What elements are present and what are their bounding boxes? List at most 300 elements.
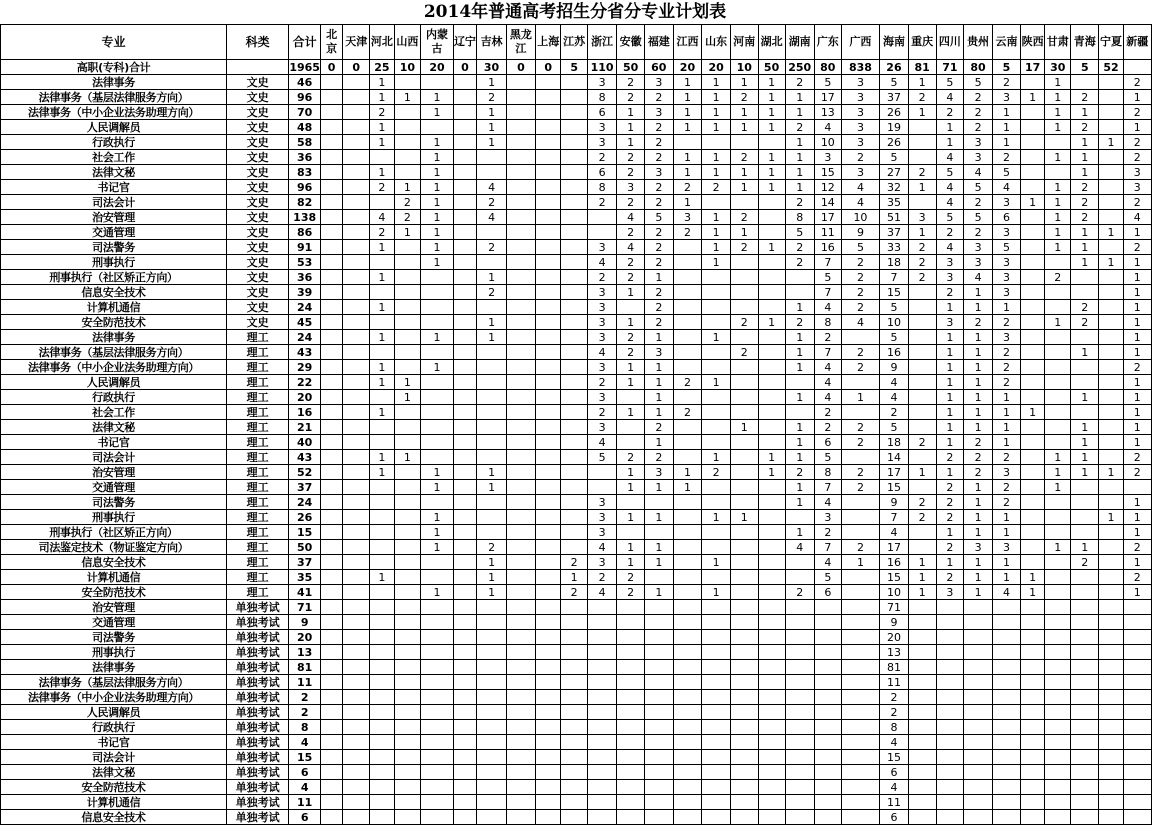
province-value-cell: 3 bbox=[587, 525, 616, 540]
summary-value: 60 bbox=[645, 60, 674, 75]
province-value-cell: 2 bbox=[587, 405, 616, 420]
province-value-cell bbox=[1123, 810, 1151, 825]
major-cell: 信息安全技术 bbox=[1, 810, 227, 825]
province-value-cell: 1 bbox=[673, 75, 702, 90]
province-value-cell bbox=[1045, 675, 1071, 690]
province-value-cell: 1 bbox=[1045, 225, 1071, 240]
province-value-cell: 1 bbox=[964, 570, 993, 585]
province-value-cell bbox=[535, 135, 561, 150]
province-value-cell: 1 bbox=[370, 465, 394, 480]
province-value-cell bbox=[370, 480, 394, 495]
total-cell: 8 bbox=[289, 720, 321, 735]
province-value-cell: 5 bbox=[880, 330, 909, 345]
province-value-cell bbox=[477, 675, 507, 690]
province-value-cell bbox=[321, 255, 343, 270]
table-row bbox=[1, 630, 1152, 645]
province-value-cell: 1 bbox=[758, 75, 785, 90]
province-value-cell: 3 bbox=[841, 105, 879, 120]
province-value-cell bbox=[785, 405, 814, 420]
province-value-cell: 2 bbox=[936, 450, 964, 465]
province-value-cell bbox=[1021, 675, 1045, 690]
province-value-cell: 1 bbox=[758, 105, 785, 120]
province-value-cell: 1 bbox=[702, 90, 731, 105]
province-value-cell bbox=[908, 600, 936, 615]
province-value-cell bbox=[758, 300, 785, 315]
table-row bbox=[1, 330, 1152, 345]
province-value-cell: 1 bbox=[370, 300, 394, 315]
province-value-cell: 5 bbox=[880, 300, 909, 315]
table-row bbox=[1, 390, 1152, 405]
province-value-cell bbox=[673, 345, 702, 360]
province-value-cell bbox=[1021, 165, 1045, 180]
province-value-cell: 1 bbox=[1123, 525, 1151, 540]
province-value-cell: 2 bbox=[992, 360, 1020, 375]
province-value-cell bbox=[908, 780, 936, 795]
province-value-cell bbox=[453, 360, 477, 375]
province-value-cell bbox=[343, 120, 370, 135]
province-value-cell bbox=[370, 255, 394, 270]
province-value-cell bbox=[1045, 795, 1071, 810]
province-value-cell bbox=[841, 600, 879, 615]
province-value-cell bbox=[785, 780, 814, 795]
total-cell: 24 bbox=[289, 330, 321, 345]
province-value-cell bbox=[506, 315, 535, 330]
province-value-cell bbox=[730, 720, 758, 735]
province-value-cell bbox=[1071, 690, 1099, 705]
header-province: 天津 bbox=[343, 25, 370, 60]
province-value-cell: 1 bbox=[1045, 120, 1071, 135]
province-value-cell bbox=[964, 645, 993, 660]
province-value-cell: 1 bbox=[908, 570, 936, 585]
province-value-cell: 1 bbox=[992, 135, 1020, 150]
province-value-cell bbox=[814, 765, 841, 780]
province-value-cell bbox=[421, 600, 453, 615]
province-value-cell bbox=[1099, 540, 1123, 555]
province-value-cell: 9 bbox=[880, 615, 909, 630]
province-value-cell bbox=[535, 120, 561, 135]
province-value-cell: 14 bbox=[880, 450, 909, 465]
province-value-cell: 1 bbox=[370, 330, 394, 345]
province-value-cell bbox=[477, 615, 507, 630]
table-row bbox=[1, 705, 1152, 720]
province-value-cell bbox=[645, 780, 674, 795]
province-value-cell: 2 bbox=[730, 210, 758, 225]
province-value-cell bbox=[561, 810, 587, 825]
category-cell: 理工 bbox=[227, 450, 289, 465]
province-value-cell bbox=[1071, 495, 1099, 510]
province-value-cell bbox=[343, 690, 370, 705]
province-value-cell bbox=[506, 300, 535, 315]
province-value-cell bbox=[477, 765, 507, 780]
province-value-cell: 2 bbox=[645, 135, 674, 150]
province-value-cell bbox=[535, 375, 561, 390]
province-value-cell: 1 bbox=[785, 390, 814, 405]
province-value-cell bbox=[758, 540, 785, 555]
province-value-cell bbox=[321, 510, 343, 525]
province-value-cell bbox=[702, 435, 731, 450]
province-value-cell: 2 bbox=[477, 285, 507, 300]
province-value-cell bbox=[758, 480, 785, 495]
province-value-cell bbox=[908, 540, 936, 555]
province-value-cell bbox=[370, 615, 394, 630]
province-value-cell bbox=[702, 420, 731, 435]
province-value-cell: 37 bbox=[880, 90, 909, 105]
province-value-cell: 1 bbox=[785, 360, 814, 375]
province-value-cell: 1 bbox=[758, 465, 785, 480]
header-province: 湖北 bbox=[758, 25, 785, 60]
province-value-cell: 1 bbox=[785, 135, 814, 150]
major-cell: 治安管理 bbox=[1, 600, 227, 615]
province-value-cell: 2 bbox=[964, 435, 993, 450]
province-value-cell bbox=[561, 615, 587, 630]
province-value-cell bbox=[702, 615, 731, 630]
province-value-cell bbox=[535, 675, 561, 690]
province-value-cell bbox=[1045, 780, 1071, 795]
province-value-cell bbox=[477, 150, 507, 165]
province-value-cell: 2 bbox=[992, 495, 1020, 510]
province-value-cell bbox=[477, 420, 507, 435]
province-value-cell: 1 bbox=[673, 480, 702, 495]
province-value-cell bbox=[758, 585, 785, 600]
province-value-cell bbox=[1099, 705, 1123, 720]
province-value-cell: 6 bbox=[587, 105, 616, 120]
province-value-cell: 1 bbox=[730, 105, 758, 120]
province-value-cell bbox=[1099, 645, 1123, 660]
province-value-cell bbox=[992, 660, 1020, 675]
province-value-cell bbox=[1099, 525, 1123, 540]
province-value-cell bbox=[758, 600, 785, 615]
province-value-cell: 4 bbox=[936, 240, 964, 255]
province-value-cell bbox=[673, 705, 702, 720]
province-value-cell bbox=[1021, 375, 1045, 390]
province-value-cell: 3 bbox=[992, 285, 1020, 300]
province-value-cell bbox=[394, 285, 421, 300]
province-value-cell bbox=[506, 615, 535, 630]
province-value-cell bbox=[908, 285, 936, 300]
province-value-cell bbox=[343, 480, 370, 495]
province-value-cell bbox=[394, 420, 421, 435]
total-cell: 70 bbox=[289, 105, 321, 120]
province-value-cell bbox=[535, 750, 561, 765]
province-value-cell bbox=[908, 405, 936, 420]
header-province: 新疆 bbox=[1123, 25, 1151, 60]
province-value-cell: 2 bbox=[785, 240, 814, 255]
province-value-cell: 1 bbox=[785, 345, 814, 360]
province-value-cell: 4 bbox=[936, 90, 964, 105]
province-value-cell: 5 bbox=[964, 210, 993, 225]
province-value-cell bbox=[506, 270, 535, 285]
total-cell: 9 bbox=[289, 615, 321, 630]
province-value-cell bbox=[673, 645, 702, 660]
province-value-cell: 1 bbox=[370, 75, 394, 90]
province-value-cell: 11 bbox=[814, 225, 841, 240]
province-value-cell: 1 bbox=[394, 180, 421, 195]
table-row bbox=[1, 765, 1152, 780]
province-value-cell bbox=[617, 390, 645, 405]
province-value-cell bbox=[841, 450, 879, 465]
province-value-cell: 1 bbox=[1123, 255, 1151, 270]
province-value-cell: 2 bbox=[617, 255, 645, 270]
province-value-cell: 1 bbox=[936, 330, 964, 345]
province-value-cell: 3 bbox=[992, 195, 1020, 210]
total-cell: 37 bbox=[289, 480, 321, 495]
province-value-cell: 2 bbox=[1071, 180, 1099, 195]
province-value-cell bbox=[1045, 660, 1071, 675]
province-value-cell: 13 bbox=[814, 105, 841, 120]
province-value-cell bbox=[702, 195, 731, 210]
table-row bbox=[1, 780, 1152, 795]
province-value-cell: 1 bbox=[421, 510, 453, 525]
province-value-cell bbox=[321, 720, 343, 735]
category-cell: 单独考试 bbox=[227, 630, 289, 645]
province-value-cell bbox=[617, 525, 645, 540]
province-value-cell bbox=[561, 375, 587, 390]
table-row bbox=[1, 720, 1152, 735]
province-value-cell bbox=[730, 600, 758, 615]
major-cell: 刑事执行 bbox=[1, 510, 227, 525]
province-value-cell bbox=[506, 180, 535, 195]
province-value-cell bbox=[321, 675, 343, 690]
province-value-cell bbox=[477, 795, 507, 810]
province-value-cell bbox=[1045, 405, 1071, 420]
province-value-cell bbox=[453, 735, 477, 750]
total-cell: 45 bbox=[289, 315, 321, 330]
province-value-cell: 3 bbox=[936, 270, 964, 285]
province-value-cell: 1 bbox=[1123, 495, 1151, 510]
province-value-cell bbox=[841, 615, 879, 630]
summary-value: 20 bbox=[673, 60, 702, 75]
province-value-cell bbox=[453, 465, 477, 480]
category-cell: 文史 bbox=[227, 105, 289, 120]
province-value-cell bbox=[841, 375, 879, 390]
province-value-cell bbox=[561, 675, 587, 690]
province-value-cell bbox=[730, 630, 758, 645]
province-value-cell: 6 bbox=[587, 165, 616, 180]
category-cell: 理工 bbox=[227, 405, 289, 420]
province-value-cell bbox=[964, 765, 993, 780]
province-value-cell bbox=[343, 330, 370, 345]
total-cell: 11 bbox=[289, 795, 321, 810]
category-cell: 单独考试 bbox=[227, 720, 289, 735]
province-value-cell bbox=[1099, 90, 1123, 105]
province-value-cell: 1 bbox=[1099, 510, 1123, 525]
province-value-cell bbox=[535, 480, 561, 495]
province-value-cell: 1 bbox=[1045, 150, 1071, 165]
province-value-cell bbox=[673, 315, 702, 330]
province-value-cell bbox=[453, 435, 477, 450]
province-value-cell: 6 bbox=[880, 810, 909, 825]
province-value-cell: 15 bbox=[814, 165, 841, 180]
table-row bbox=[1, 90, 1152, 105]
table-row bbox=[1, 150, 1152, 165]
province-value-cell bbox=[936, 735, 964, 750]
province-value-cell: 4 bbox=[936, 195, 964, 210]
province-value-cell bbox=[453, 495, 477, 510]
province-value-cell: 1 bbox=[1123, 375, 1151, 390]
province-value-cell bbox=[1099, 495, 1123, 510]
category-cell: 文史 bbox=[227, 240, 289, 255]
province-value-cell bbox=[561, 225, 587, 240]
province-value-cell bbox=[617, 645, 645, 660]
province-value-cell: 1 bbox=[964, 375, 993, 390]
province-value-cell bbox=[561, 465, 587, 480]
table-row bbox=[1, 315, 1152, 330]
province-value-cell: 2 bbox=[370, 180, 394, 195]
table-row bbox=[1, 495, 1152, 510]
province-value-cell bbox=[992, 750, 1020, 765]
province-value-cell bbox=[1071, 480, 1099, 495]
province-value-cell bbox=[1123, 645, 1151, 660]
province-value-cell bbox=[561, 390, 587, 405]
province-value-cell bbox=[535, 270, 561, 285]
province-value-cell: 4 bbox=[936, 150, 964, 165]
province-value-cell bbox=[785, 285, 814, 300]
province-value-cell bbox=[785, 615, 814, 630]
province-value-cell bbox=[535, 105, 561, 120]
province-value-cell bbox=[1099, 795, 1123, 810]
province-value-cell: 2 bbox=[1071, 210, 1099, 225]
province-value-cell bbox=[394, 795, 421, 810]
province-value-cell bbox=[1071, 360, 1099, 375]
province-value-cell: 8 bbox=[814, 465, 841, 480]
province-value-cell: 1 bbox=[1123, 300, 1151, 315]
province-value-cell bbox=[617, 660, 645, 675]
major-cell: 计算机通信 bbox=[1, 795, 227, 810]
category-cell: 单独考试 bbox=[227, 675, 289, 690]
header-province: 青海 bbox=[1071, 25, 1099, 60]
table-row bbox=[1, 795, 1152, 810]
province-value-cell bbox=[343, 165, 370, 180]
province-value-cell bbox=[1071, 285, 1099, 300]
province-value-cell bbox=[506, 735, 535, 750]
province-value-cell: 4 bbox=[964, 270, 993, 285]
province-value-cell bbox=[421, 810, 453, 825]
category-cell: 理工 bbox=[227, 540, 289, 555]
province-value-cell bbox=[645, 765, 674, 780]
province-value-cell: 1 bbox=[992, 570, 1020, 585]
province-value-cell: 1 bbox=[1045, 75, 1071, 90]
province-value-cell bbox=[785, 630, 814, 645]
province-value-cell bbox=[758, 765, 785, 780]
province-value-cell: 1 bbox=[785, 180, 814, 195]
summary-value: 0 bbox=[321, 60, 343, 75]
province-value-cell bbox=[702, 570, 731, 585]
province-value-cell bbox=[421, 375, 453, 390]
total-cell: 4 bbox=[289, 735, 321, 750]
province-value-cell: 2 bbox=[785, 120, 814, 135]
province-value-cell bbox=[394, 150, 421, 165]
province-value-cell: 3 bbox=[587, 285, 616, 300]
province-value-cell bbox=[506, 675, 535, 690]
province-value-cell: 7 bbox=[880, 510, 909, 525]
major-cell: 司法会计 bbox=[1, 195, 227, 210]
province-value-cell bbox=[370, 345, 394, 360]
province-value-cell: 1 bbox=[841, 390, 879, 405]
province-value-cell bbox=[841, 330, 879, 345]
province-value-cell: 1 bbox=[645, 585, 674, 600]
province-value-cell bbox=[758, 255, 785, 270]
province-value-cell bbox=[561, 150, 587, 165]
province-value-cell bbox=[506, 525, 535, 540]
table-row bbox=[1, 225, 1152, 240]
province-value-cell: 1 bbox=[785, 495, 814, 510]
province-value-cell bbox=[394, 495, 421, 510]
province-value-cell bbox=[343, 435, 370, 450]
province-value-cell: 2 bbox=[880, 705, 909, 720]
province-value-cell: 2 bbox=[587, 570, 616, 585]
province-value-cell bbox=[477, 390, 507, 405]
province-value-cell bbox=[394, 615, 421, 630]
province-value-cell: 1 bbox=[785, 150, 814, 165]
province-value-cell: 2 bbox=[936, 105, 964, 120]
province-value-cell bbox=[645, 570, 674, 585]
province-value-cell: 3 bbox=[587, 510, 616, 525]
province-value-cell: 2 bbox=[587, 195, 616, 210]
province-value-cell: 1 bbox=[370, 135, 394, 150]
province-value-cell: 5 bbox=[936, 165, 964, 180]
province-value-cell bbox=[421, 345, 453, 360]
province-value-cell: 1 bbox=[992, 105, 1020, 120]
province-value-cell bbox=[321, 525, 343, 540]
province-value-cell: 1 bbox=[1045, 480, 1071, 495]
province-value-cell: 1 bbox=[702, 165, 731, 180]
province-value-cell bbox=[645, 705, 674, 720]
province-value-cell bbox=[321, 375, 343, 390]
province-value-cell: 1 bbox=[936, 420, 964, 435]
province-value-cell bbox=[535, 390, 561, 405]
total-cell: 82 bbox=[289, 195, 321, 210]
table-row bbox=[1, 435, 1152, 450]
province-value-cell: 1 bbox=[370, 90, 394, 105]
province-value-cell bbox=[453, 510, 477, 525]
province-value-cell: 2 bbox=[1123, 195, 1151, 210]
province-value-cell bbox=[453, 600, 477, 615]
province-value-cell bbox=[535, 150, 561, 165]
province-value-cell bbox=[673, 240, 702, 255]
province-value-cell bbox=[673, 660, 702, 675]
province-value-cell: 2 bbox=[936, 510, 964, 525]
province-value-cell bbox=[908, 660, 936, 675]
province-value-cell: 1 bbox=[758, 165, 785, 180]
province-value-cell bbox=[587, 720, 616, 735]
province-value-cell: 3 bbox=[814, 510, 841, 525]
province-value-cell: 2 bbox=[992, 345, 1020, 360]
total-cell: 48 bbox=[289, 120, 321, 135]
province-value-cell bbox=[936, 705, 964, 720]
province-value-cell bbox=[1071, 720, 1099, 735]
province-value-cell bbox=[1045, 495, 1071, 510]
province-value-cell bbox=[421, 705, 453, 720]
province-value-cell: 1 bbox=[645, 375, 674, 390]
province-value-cell: 1 bbox=[992, 525, 1020, 540]
category-cell: 文史 bbox=[227, 300, 289, 315]
province-value-cell bbox=[1045, 420, 1071, 435]
province-value-cell: 1 bbox=[421, 585, 453, 600]
province-value-cell bbox=[453, 300, 477, 315]
province-value-cell: 1 bbox=[1071, 105, 1099, 120]
province-value-cell: 1 bbox=[617, 360, 645, 375]
province-value-cell bbox=[1045, 690, 1071, 705]
province-value-cell: 3 bbox=[587, 135, 616, 150]
province-value-cell: 1 bbox=[992, 420, 1020, 435]
header-province: 辽宁 bbox=[453, 25, 477, 60]
province-value-cell: 2 bbox=[785, 75, 814, 90]
province-value-cell: 27 bbox=[880, 165, 909, 180]
province-value-cell bbox=[535, 345, 561, 360]
province-value-cell bbox=[535, 435, 561, 450]
province-value-cell bbox=[506, 750, 535, 765]
province-value-cell bbox=[321, 420, 343, 435]
